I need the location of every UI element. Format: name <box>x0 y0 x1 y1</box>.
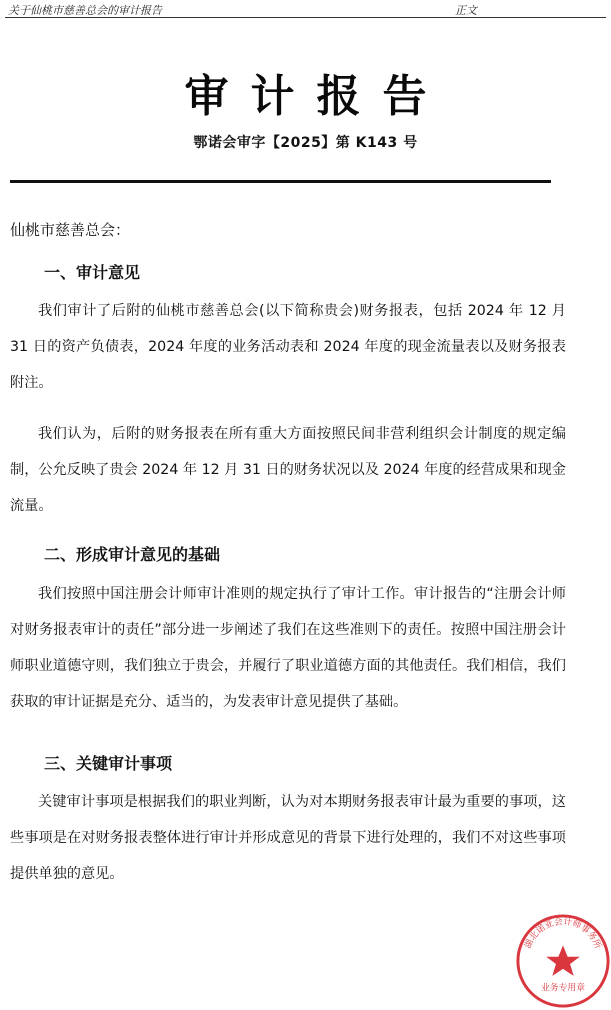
report-title: 审计报告 <box>184 71 449 122</box>
paragraph-audit-scope: 我们审计了后附的仙桃市慈善总会(以下简称贵会)财务报表，包括 2024 年 12 月 31 日的资产负债表，2024 年度的业务活动表和 2024 年度的现金流量表以及财务报表附注。 <box>10 303 566 391</box>
seal-center-text: 业务专用章 <box>540 983 586 994</box>
paragraph-opinion: 我们认为，后附的财务报表在所有重大方面按照民间非营利组织会计制度的规定编制，公允反映了贵会 2024 年 12 月 31 日的财务状况以及 2024 年度的经营成果和现金流量。 <box>10 426 566 514</box>
section-heading-audit-opinion: 一、审计意见 <box>44 263 141 282</box>
section-heading-basis: 二、形成审计意见的基础 <box>44 545 221 564</box>
paragraph-basis: 我们按照中国注册会计师审计准则的规定执行了审计工作。审计报告的“注册会计师对财务报表审计的责任”部分进一步阐述了我们在这些准则下的责任。按照中国注册会计师职业道德守则，我们独立于贵会，并履行了职业道德方面的其他责任。我们相信，我们获取的审计证据是充分、适当的，为发表审计意见提供了基础。 <box>10 586 566 710</box>
official-seal-stamp <box>514 912 611 1010</box>
addressee: 仙桃市慈善总会： <box>10 221 131 239</box>
paragraph-key-matters: 关键审计事项是根据我们的职业判断，认为对本期财务报表审计最为重要的事项，这些事项是在对财务报表整体进行审计并形成意见的背景下进行处理的，我们不对这些事项提供单独的意见。 <box>10 794 566 882</box>
section-heading-key-matters: 三、关键审计事项 <box>44 754 173 773</box>
document-number: 鄂诺会审字【2025】第 K143 号 <box>193 135 418 151</box>
title-divider <box>10 180 551 183</box>
running-header-title: 关于仙桃市慈善总会的审计报告 <box>8 4 162 17</box>
seal-ring-text: 湖北诺亚会计师事务所 <box>523 917 603 951</box>
header-divider <box>5 17 606 18</box>
seal-star-icon <box>546 945 580 976</box>
running-header-label: 正文 <box>455 4 477 17</box>
